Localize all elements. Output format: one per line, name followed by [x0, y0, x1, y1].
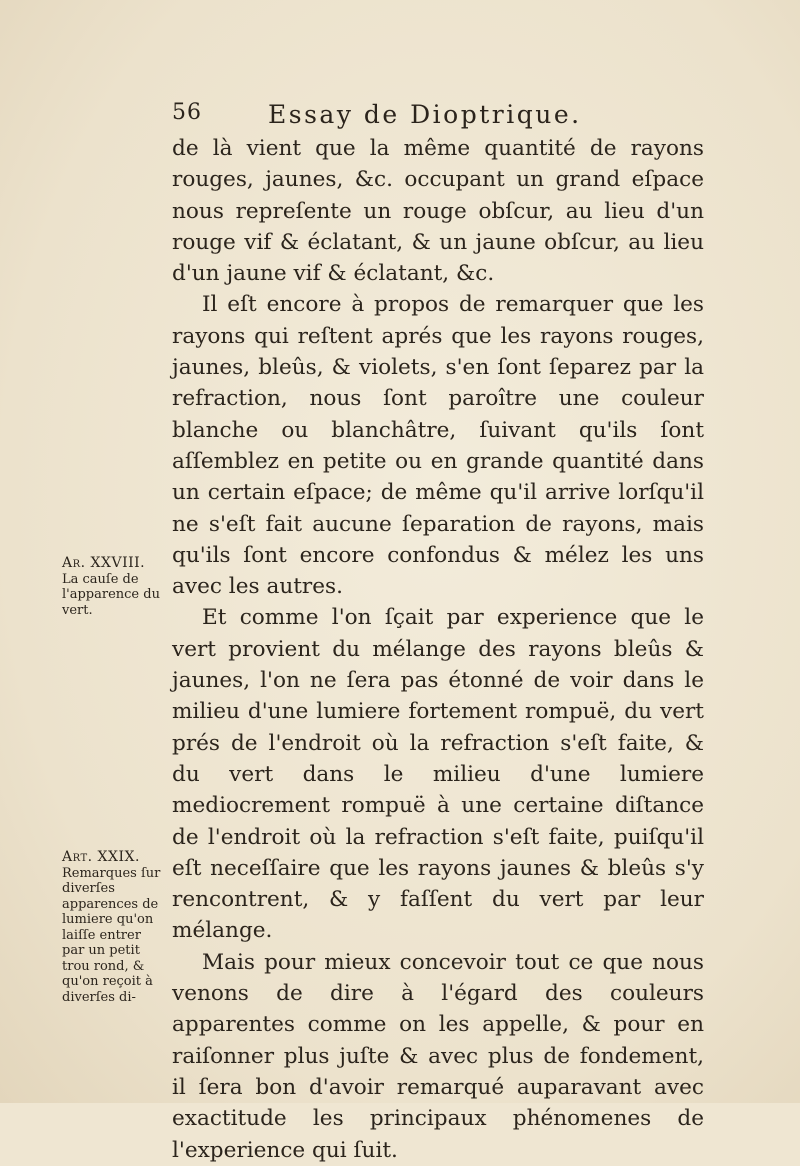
- margin-note-text: La cauſe de l'apparence du vert.: [62, 571, 160, 618]
- paragraph: Mais pour mieux concevoir tout ce que nous venons de dire à l'égard des couleurs apparentes comme on les appelle, & pour en raiſonner plus juſte & avec plus de fondement, il ſera bon d'avoir remarqué auparavant avec exactitude les principaux phénomenes de l'experience qui ſuit.: [172, 949, 704, 1163]
- running-header: [172, 100, 642, 134]
- paragraph: Et comme l'on ſçait par experience que le vert provient du mélange des rayons bleûs & jaunes, l'on ne ſera pas étonné de voir dans le milieu d'une lumiere fortement rompuë, du vert prés de l'endroit où la refraction s'eſt faite, & du vert dans le milieu d'une lumiere mediocrement rompuë à une certaine diſtance de l'endroit où la refraction s'eſt faite, puiſqu'il eſt neceſſaire que les rayons jaunes & bleûs s'y rencontrent, & y faſſent du vert par leur mélange.: [172, 605, 704, 944]
- running-title: Essay de Dioptrique.: [268, 100, 582, 129]
- body-text: [172, 133, 704, 1166]
- page-number: 56: [172, 100, 202, 125]
- margin-note: [62, 556, 166, 618]
- article-number: Ar. XXVIII.: [62, 555, 146, 571]
- paragraph: de là vient que la même quantité de rayons rouges, jaunes, &c. occupant un grand eſpace nous repreſente un rouge obſcur, au lieu d'un rouge vif & éclatant, & un jaune obſcur, au lieu d'un jaune vif & éclatant, &c.: [172, 136, 704, 287]
- article-number: Art. XXIX.: [62, 849, 140, 865]
- paragraph: Il eſt encore à propos de remarquer que les rayons qui reſtent aprés que les rayons rouges, jaunes, bleûs, & violets, s'en ſont ſeparez par la refraction, nous ſont paroître une couleur blanche ou blanchâtre, ſuivant qu'ils ſont aſſemblez en petite ou en grande quantité dans un certain eſpace; de même qu'il arrive lorſqu'il ne s'eſt fait aucune ſeparation de rayons, mais qu'ils ſont encore confondus & mélez les uns avec les autres.: [172, 292, 704, 600]
- margin-note: [62, 850, 166, 1005]
- margin-note-text: Remarques ſur diverſes apparences de lumiere qu'on laiſſe entrer par un petit trou rond, & qu'on reçoit à diverſes di-: [62, 865, 161, 1005]
